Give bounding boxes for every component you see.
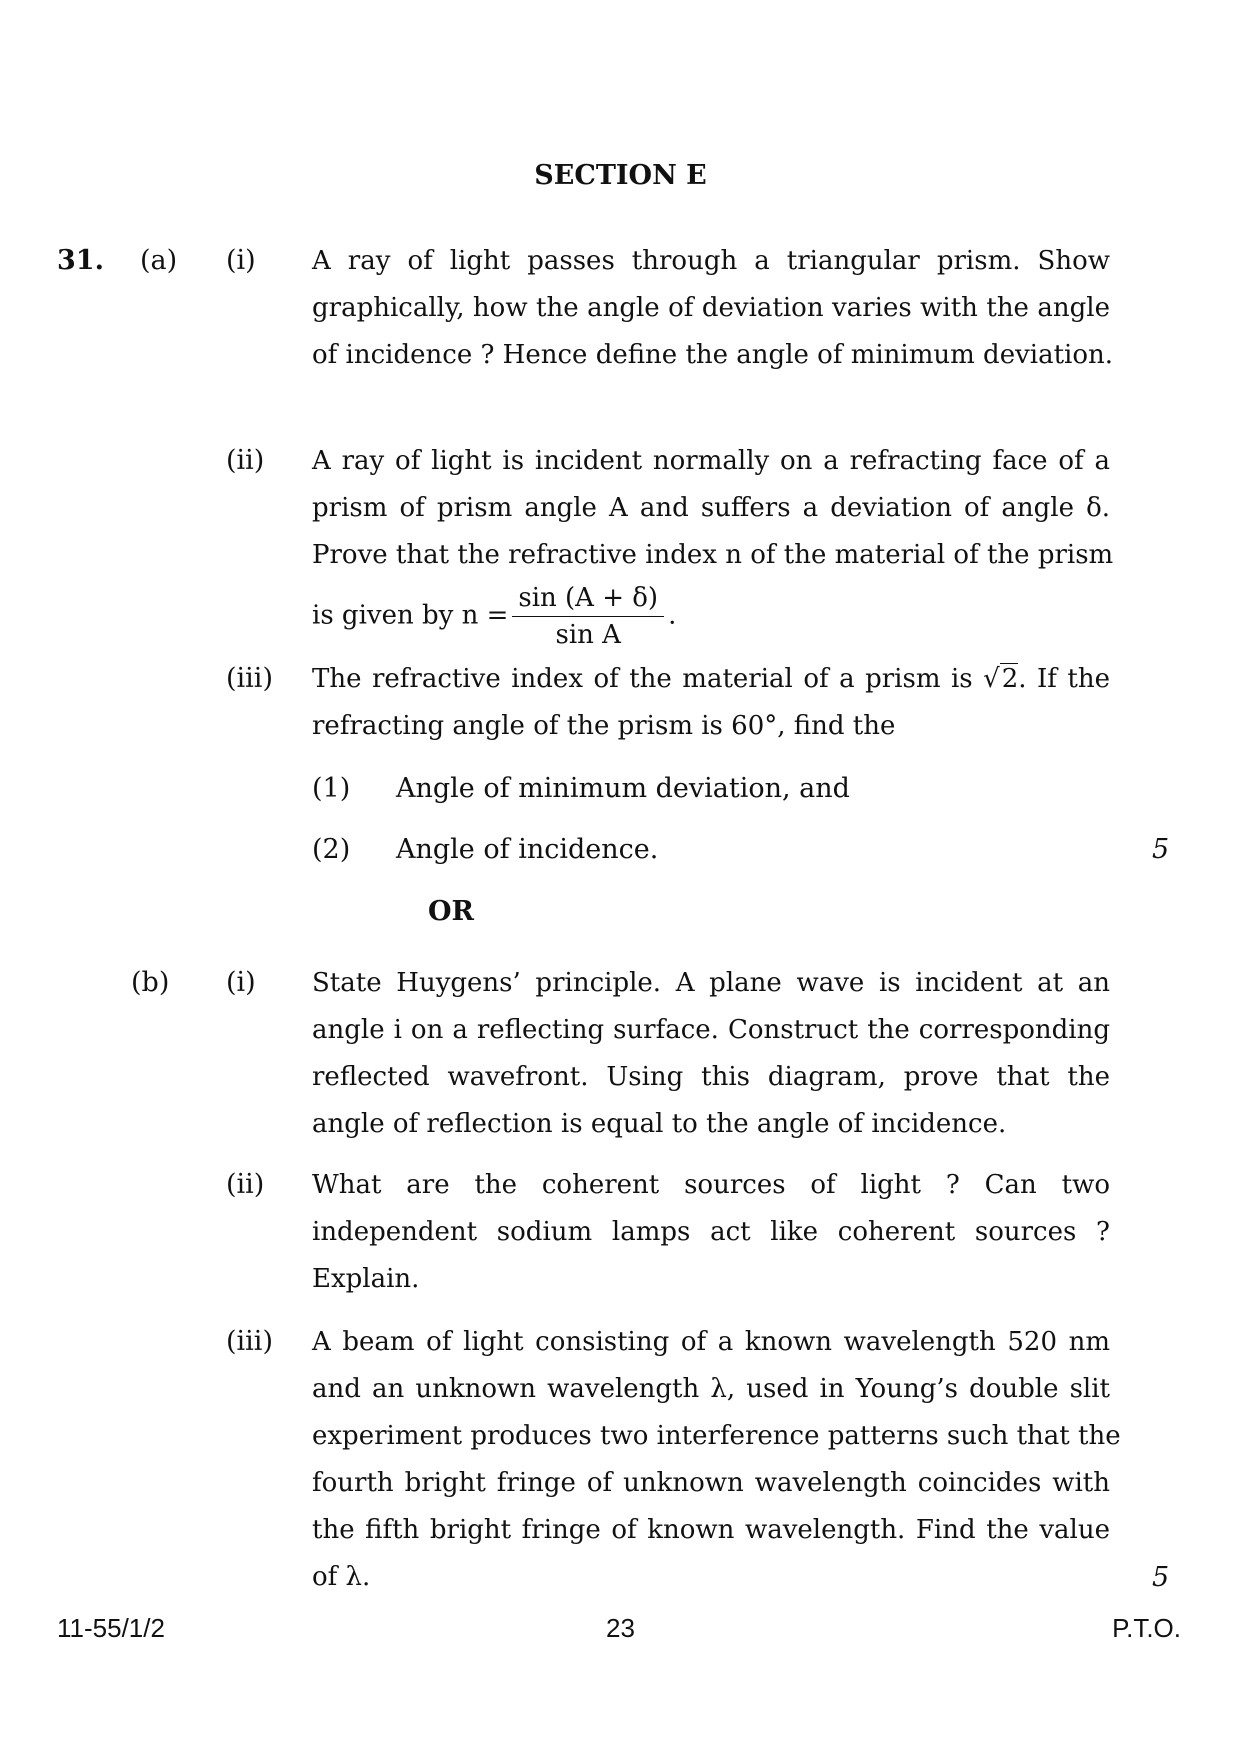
text-line: of λ.	[312, 1562, 371, 1592]
text-line: What are the coherent sources of light ? Can two	[312, 1170, 1110, 1200]
sub-item-2-text: Angle of incidence.	[396, 834, 659, 865]
text-line: angle of reflection is equal to the angle of incidence.	[312, 1109, 1007, 1139]
refractive-index-formula	[312, 580, 676, 653]
formula-prefix: is given by n =	[312, 600, 509, 631]
text-line: independent sodium lamps act like coherent sources ?	[312, 1217, 1110, 1247]
part-a-i-label: (i)	[226, 245, 256, 276]
part-a-iii-label: (iii)	[226, 663, 273, 694]
text-line: refracting angle of the prism is 60°, find the	[312, 711, 896, 741]
text-line: A beam of light consisting of a known wavelength 520 nm	[312, 1327, 1110, 1357]
part-a-iii-text	[312, 656, 1110, 750]
part-a-i-text	[312, 238, 1114, 379]
sub-item-1-label: (1)	[312, 773, 351, 804]
formula-numerator: sin (A + δ)	[512, 580, 664, 617]
text-line: reflected wavefront. Using this diagram, prove that the	[312, 1062, 1110, 1092]
text-line: experiment produces two interference patterns such that the	[312, 1421, 1121, 1451]
text-segment: . If the	[1018, 664, 1111, 694]
text-line: prism of prism angle A and suffers a deviation of angle δ.	[312, 493, 1110, 523]
square-root-value: 2	[1001, 664, 1019, 694]
text-line: Prove that the refractive index n of the material of the prism	[312, 540, 1114, 570]
part-b-marks: 5	[1152, 1562, 1170, 1593]
part-b-label: (b)	[131, 967, 170, 998]
part-b-i-text	[312, 960, 1110, 1148]
text-line: A ray of light is incident normally on a refracting face of a	[312, 446, 1110, 476]
part-b-iii-label: (iii)	[226, 1326, 273, 1357]
sub-item-1-text: Angle of minimum deviation, and	[396, 773, 850, 804]
square-root-symbol: √2	[983, 664, 1019, 694]
please-turn-over: P.T.O.	[1112, 1613, 1181, 1643]
section-title: SECTION E	[534, 160, 707, 191]
text-line: fourth bright fringe of unknown wavelength coincides with	[312, 1468, 1110, 1498]
formula-suffix: .	[668, 600, 677, 631]
part-a-marks: 5	[1152, 834, 1170, 865]
question-number: 31.	[57, 245, 104, 276]
text-line: A ray of light passes through a triangular prism. Show	[312, 246, 1110, 276]
text-line	[312, 656, 1110, 703]
text-line: of incidence ? Hence define the angle of minimum deviation.	[312, 340, 1114, 370]
text-line: and an unknown wavelength λ, used in Young’s double slit	[312, 1374, 1110, 1404]
part-b-iii-text	[312, 1319, 1121, 1601]
formula-denominator: sin A	[555, 620, 621, 650]
part-a-ii-text	[312, 438, 1114, 579]
text-segment: The refractive index of the material of a prism is	[312, 664, 973, 694]
paper-code: 11-55/1/2	[57, 1613, 165, 1643]
part-a-ii-label: (ii)	[226, 445, 265, 476]
text-line: Explain.	[312, 1264, 420, 1294]
formula-fraction	[512, 580, 664, 653]
text-line: State Huygens’ principle. A plane wave is incident at an	[312, 968, 1110, 998]
sub-item-2-label: (2)	[312, 834, 351, 865]
text-line: graphically, how the angle of deviation varies with the angle	[312, 293, 1110, 323]
part-b-ii-label: (ii)	[226, 1169, 265, 1200]
text-line: angle i on a reflecting surface. Construct the corresponding	[312, 1015, 1110, 1045]
part-b-ii-text	[312, 1162, 1110, 1303]
text-line: the fifth bright fringe of known wavelength. Find the value	[312, 1515, 1110, 1545]
or-separator: OR	[428, 896, 474, 927]
part-b-i-label: (i)	[226, 967, 256, 998]
part-a-label: (a)	[140, 245, 178, 276]
page-number: 23	[606, 1613, 635, 1643]
